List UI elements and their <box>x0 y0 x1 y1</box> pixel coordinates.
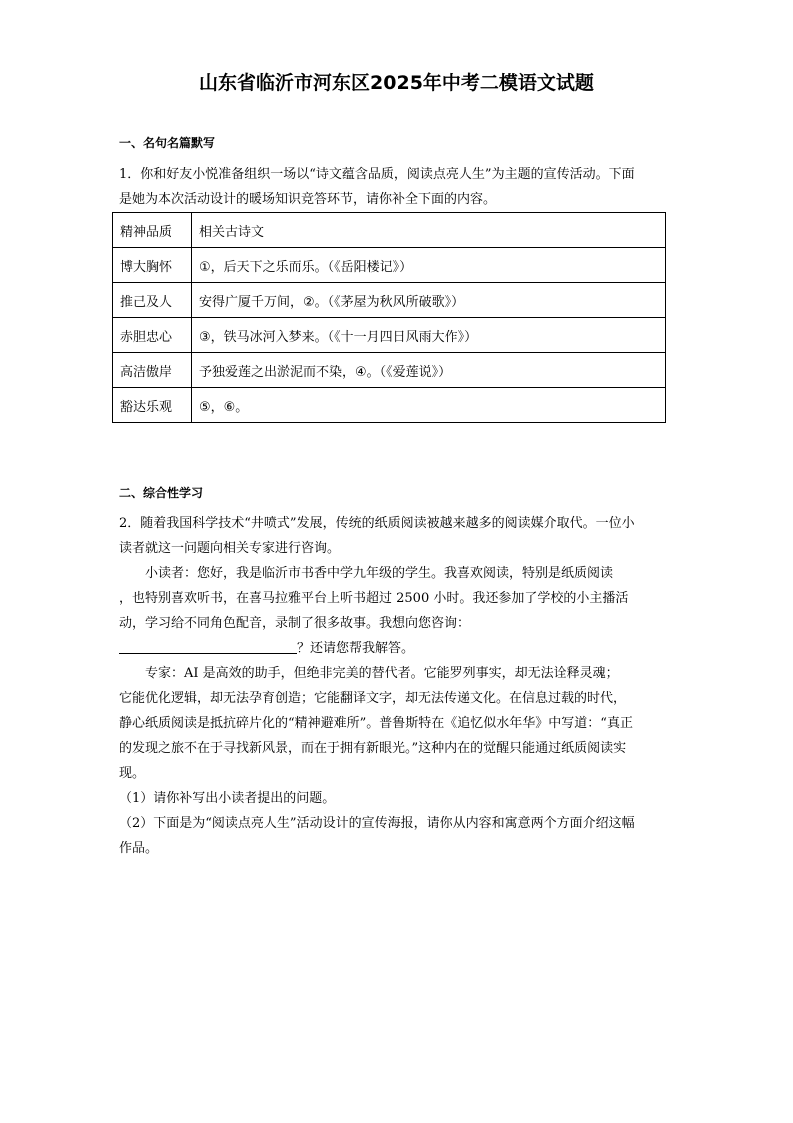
answer-blank-line <box>119 636 675 661</box>
table-cell: 推己及人 <box>113 283 192 318</box>
table-row <box>113 248 666 283</box>
answer-blank[interactable] <box>119 639 297 654</box>
table-header-cell: 相关古诗文 <box>192 213 666 248</box>
quote-table <box>112 212 666 423</box>
sub-question: 作品。 <box>119 841 159 856</box>
reader-line: ，也特别喜欢听书，在喜马拉雅平台上听书超过 2500 小时。我还参加了学校的小主播活 <box>119 591 629 606</box>
table-cell: 安得广厦千万间，②。（《茅屋为秋风所破歌》） <box>192 283 666 318</box>
expert-line: 的发现之旅不在于寻找新风景，而在于拥有新眼光。”这种内在的觉醒只能通过纸质阅读实 <box>119 741 627 756</box>
table-cell: 赤胆忠心 <box>113 318 192 353</box>
expert-line: 它能优化逻辑，却无法孕育创造；它能翻译文字，却无法传递文化。在信息过载的时代， <box>119 691 627 706</box>
reader-line: 动，学习给不同角色配音，录制了很多故事。我想向您咨询： <box>119 616 471 631</box>
expert-line: 专家：AI 是高效的助手，但绝非完美的替代者。它能罗列事实，却无法诠释灵魂； <box>145 666 619 681</box>
table-cell: ③，铁马冰河入梦来。（《十一月四日风雨大作》） <box>192 318 666 353</box>
table-row <box>113 318 666 353</box>
table-header-cell: 精神品质 <box>113 213 192 248</box>
reader-line: 小读者：您好，我是临沂市书香中学九年级的学生。我喜欢阅读，特别是纸质阅读 <box>145 566 614 581</box>
question-2-text <box>119 511 675 861</box>
expert-line: 静心纸质阅读是抵抗碎片化的“精神避难所”。普鲁斯特在《追忆似水年华》中写道：“真正 <box>119 716 633 731</box>
table-row <box>113 283 666 318</box>
blank-suffix: ？还请您帮我解答。 <box>297 641 415 656</box>
sub-question: （1）请你补写出小读者提出的问题。 <box>119 791 336 806</box>
question-1-line: 是她为本次活动设计的暖场知识竞答环节，请你补全下面的内容。 <box>119 192 497 207</box>
table-header-row <box>113 213 666 248</box>
section-heading-1: 一、名句名篇默写 <box>119 136 216 150</box>
table-cell: 豁达乐观 <box>113 388 192 423</box>
question-1-text <box>119 162 675 212</box>
question-2-line: 2．随着我国科学技术“井喷式”发展，传统的纸质阅读被越来越多的阅读媒介取代。一位小 <box>119 516 635 531</box>
table-cell: 予独爱莲之出淤泥而不染，④。（《爱莲说》） <box>192 353 666 388</box>
table-row <box>113 388 666 423</box>
section-heading-2: 二、综合性学习 <box>119 486 204 500</box>
table-cell: 博大胸怀 <box>113 248 192 283</box>
table-row <box>113 353 666 388</box>
table-cell: 高洁傲岸 <box>113 353 192 388</box>
sub-question: （2）下面是为“阅读点亮人生”活动设计的宣传海报，请你从内容和寓意两个方面介绍这幅 <box>119 816 635 831</box>
page-title: 山东省临沂市河东区2025年中考二模语文试题 <box>199 72 594 94</box>
question-1-line: 1．你和好友小悦准备组织一场以“诗文蕴含品质，阅读点亮人生”为主题的宣传活动。下面 <box>119 167 635 182</box>
table-cell: ⑤，⑥。 <box>192 388 666 423</box>
expert-line: 现。 <box>119 766 146 781</box>
question-2-line: 读者就这一问题向相关专家进行咨询。 <box>119 541 341 556</box>
table-cell: ①，后天下之乐而乐。（《岳阳楼记》） <box>192 248 666 283</box>
